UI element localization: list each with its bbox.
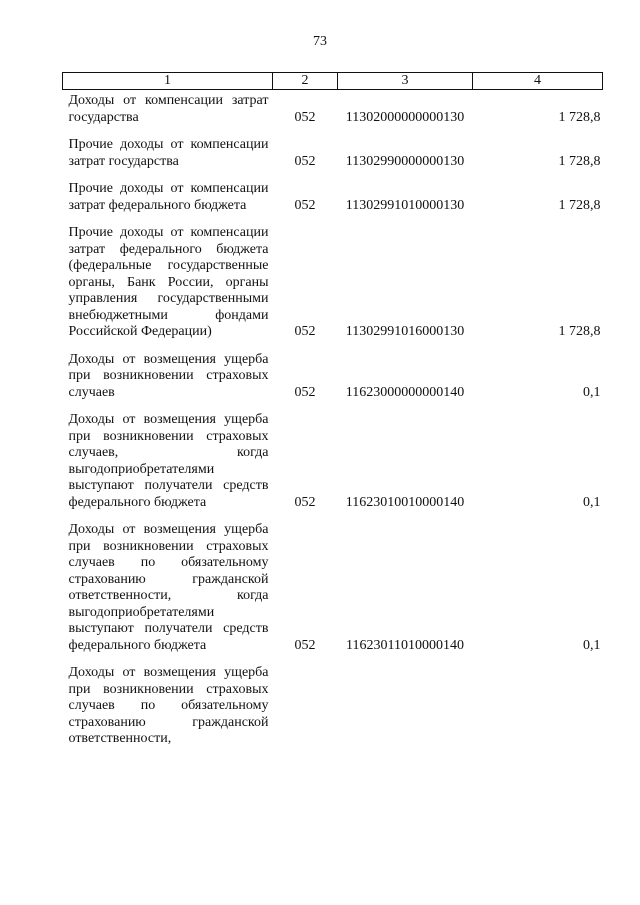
budget-classification-code (338, 665, 473, 759)
table-row (63, 137, 603, 181)
budget-classification-code: 11623000000000140 (345, 384, 465, 400)
administrator-code: 052 (294, 637, 316, 653)
table-row (63, 665, 603, 759)
budget-classification-code: 11623010010000140 (345, 494, 465, 510)
header-col-3: 3 (338, 73, 473, 90)
administrator-code: 052 (294, 324, 316, 339)
budget-classification-code: 11302991010000130 (345, 197, 465, 213)
budget-revenue-table (62, 72, 603, 759)
administrator-code: 052 (294, 109, 316, 125)
amount: 0,1 (583, 384, 601, 400)
amount (473, 665, 603, 759)
revenue-name: Доходы от возмещения ущерба при возникновении страховых случаев, когда выгодоприобретателями выступают получатели средств федерального бюджета (68, 412, 269, 510)
header-col-1: 1 (63, 73, 273, 90)
table-row (63, 225, 603, 352)
administrator-code: 052 (294, 197, 316, 213)
budget-classification-code: 11302000000000130 (345, 109, 465, 125)
amount: 1 728,8 (558, 197, 601, 213)
administrator-code: 052 (294, 153, 316, 169)
revenue-name: Прочие доходы от компенсации затрат государства (68, 137, 269, 169)
amount: 0,1 (583, 494, 601, 510)
amount: 1 728,8 (558, 109, 601, 125)
table-row (63, 90, 603, 138)
administrator-code: 052 (294, 494, 316, 510)
administrator-code: 052 (294, 384, 316, 400)
header-col-4: 4 (473, 73, 603, 90)
table-header-row (63, 73, 603, 90)
revenue-name: Доходы от возмещения ущерба при возникновении страховых случаев по обязательному страхованию гражданской ответственности, когда выгодоприобретателями выступают получатели средств федерального бюджета (68, 522, 269, 653)
revenue-name: Доходы от компенсации затрат государства (68, 93, 269, 125)
administrator-code (273, 665, 338, 759)
amount: 1 728,8 (558, 324, 601, 339)
revenue-name: Доходы от возмещения ущерба при возникновении страховых случаев по обязательному страхованию гражданской ответственности, (68, 665, 269, 746)
budget-classification-code: 11302991016000130 (345, 324, 465, 339)
header-col-2: 2 (273, 73, 338, 90)
table-row (63, 412, 603, 522)
revenue-name: Прочие доходы от компенсации затрат федерального бюджета (федеральные государственные органы, Банк России, органы управления государственными внебюджетными фондами Российской Федерации) (68, 225, 269, 339)
table-row (63, 522, 603, 665)
budget-classification-code: 11302990000000130 (345, 153, 465, 169)
amount: 0,1 (583, 637, 601, 653)
page-number: 73 (313, 34, 327, 49)
amount: 1 728,8 (558, 153, 601, 169)
budget-classification-code: 11623011010000140 (346, 637, 464, 653)
table-row (63, 352, 603, 413)
revenue-name: Доходы от возмещения ущерба при возникновении страховых случаев (68, 351, 269, 400)
table-row (63, 181, 603, 225)
revenue-name: Прочие доходы от компенсации затрат федерального бюджета (68, 181, 269, 213)
